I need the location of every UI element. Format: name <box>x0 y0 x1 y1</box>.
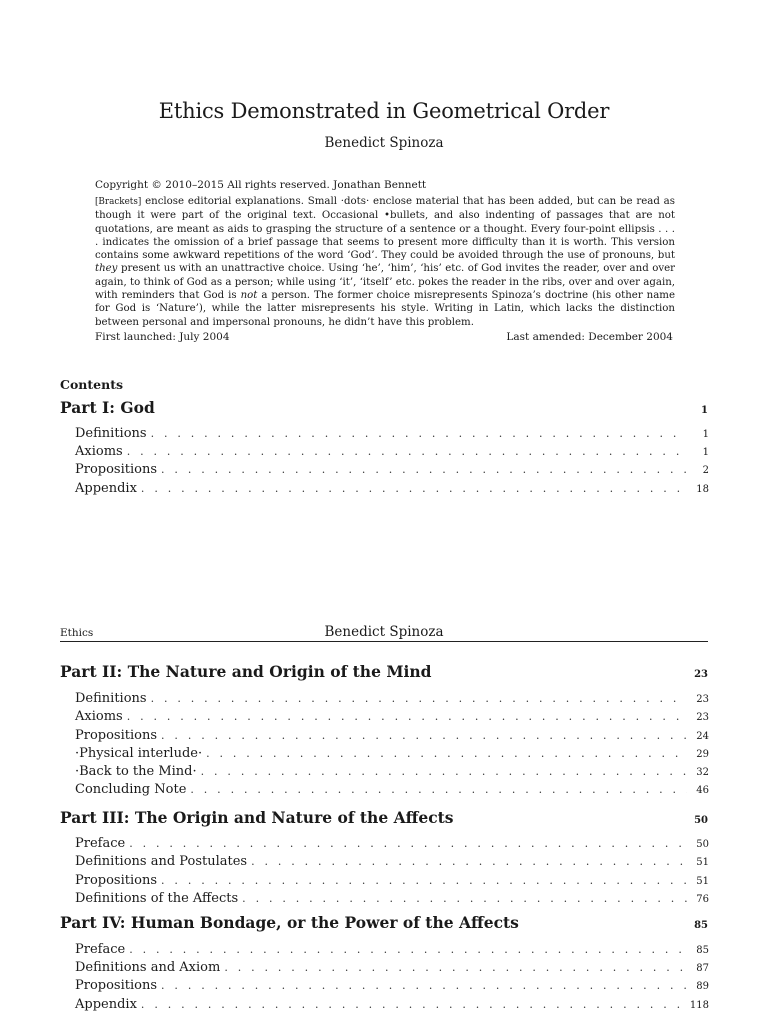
toc-entry-title: Propositions <box>75 873 158 888</box>
toc-part-page: 1 <box>701 405 708 416</box>
toc-entry[interactable] <box>75 872 709 890</box>
toc-part-title: Part I: God <box>60 398 155 417</box>
toc-entry-page: 24 <box>696 731 709 742</box>
toc-entry-page: 76 <box>696 894 709 905</box>
leader-dots <box>161 872 687 889</box>
toc-part-title: Part IV: Human Bondage, or the Power of the Affects <box>60 913 519 932</box>
editorial-note-part2: present us with an unattractive choice. Using ‘he’, ‘him’, ‘his’ etc. of God invites the reader, over and over again, to think of God as a person; while using ‘it’, ‘itself’ etc. pokes the reader in the ribs, over and over again, with reminders that God is <box>95 263 675 302</box>
leader-dots <box>251 853 687 870</box>
toc-entry-page: 50 <box>696 839 709 850</box>
toc-part-title: Part II: The Nature and Origin of the Mind <box>60 662 432 681</box>
toc-entry-page: 51 <box>696 876 709 887</box>
toc-entry-title: ·Back to the Mind· <box>75 764 197 779</box>
toc-entry-page: 89 <box>696 981 709 992</box>
toc-entry-page: 87 <box>696 963 709 974</box>
leader-dots <box>161 727 687 744</box>
leader-dots <box>129 941 687 958</box>
toc-entry-page: 32 <box>696 767 709 778</box>
leader-dots <box>161 461 687 478</box>
toc-entry[interactable] <box>75 941 709 959</box>
leader-dots <box>206 745 687 762</box>
toc-entry-title: Definitions and Axiom <box>75 960 221 975</box>
toc-entry-title: Propositions <box>75 978 158 993</box>
toc-entry-page: 1 <box>702 429 709 440</box>
toc-entry-title: Axioms <box>75 709 123 724</box>
leader-dots <box>141 480 687 497</box>
toc-entry[interactable] <box>75 890 709 908</box>
toc-part-page: 23 <box>694 669 708 680</box>
leader-dots <box>141 996 686 1013</box>
toc-part-page: 50 <box>694 815 708 826</box>
first-launched: First launched: July 2004 <box>95 331 230 343</box>
toc-part-3[interactable] <box>60 808 708 828</box>
leader-dots <box>224 959 687 976</box>
toc-entry[interactable] <box>75 745 709 763</box>
toc-part-2[interactable] <box>60 662 708 682</box>
toc-entry-title: Preface <box>75 942 126 957</box>
toc-entry[interactable] <box>75 461 709 479</box>
toc-entry[interactable] <box>75 977 709 995</box>
italic-they: they <box>95 263 118 275</box>
toc-entry-title: Definitions and Postulates <box>75 854 248 869</box>
running-head-left: Ethics <box>60 627 94 639</box>
editorial-note <box>95 195 675 329</box>
toc-entry-page: 2 <box>702 465 709 476</box>
toc-entry-title: Axioms <box>75 444 123 459</box>
toc-entry[interactable] <box>75 708 709 726</box>
toc-entry[interactable] <box>75 727 709 745</box>
leader-dots <box>129 835 687 852</box>
toc-entry-title: Concluding Note <box>75 782 187 797</box>
leader-dots <box>242 890 687 907</box>
copyright-notice: Copyright © 2010–2015 All rights reserved. Jonathan Bennett <box>95 179 427 191</box>
toc-entry[interactable] <box>75 781 709 799</box>
leader-dots <box>190 781 687 798</box>
toc-entry-title: Propositions <box>75 728 158 743</box>
toc-entry[interactable] <box>75 996 709 1014</box>
leader-dots <box>127 708 687 725</box>
leader-dots <box>127 443 687 460</box>
toc-part-4[interactable] <box>60 913 708 933</box>
toc-entry-page: 18 <box>696 484 709 495</box>
toc-entry-page: 1 <box>702 447 709 458</box>
toc-entry-page: 29 <box>696 749 709 760</box>
toc-entry-page: 85 <box>696 945 709 956</box>
toc-entry-page: 118 <box>689 1000 709 1011</box>
leader-dots <box>201 763 687 780</box>
toc-entry-title: Propositions <box>75 462 158 477</box>
italic-not: not <box>240 290 258 302</box>
running-head-rule <box>60 641 708 642</box>
editorial-note-part1: enclose editorial explanations. Small ·dots· enclose material that has been added, but can be read as though it were part of the original text. Occasional •bullets, and also indenting of passages that are not quotations, are meant as aids to grasping the structure of a sentence or a thought. Every four-point ellipsis . . . . indicates the omission of a brief passage that seems to present more difficulty than it is worth. This version contains some awkward repetitions of the word ‘God’. They could be avoided through the use of pronouns, but <box>95 196 675 262</box>
publication-dates <box>95 331 673 344</box>
leader-dots <box>151 690 687 707</box>
last-amended: Last amended: December 2004 <box>506 331 673 343</box>
leader-dots <box>151 425 687 442</box>
contents-heading: Contents <box>60 377 124 392</box>
document-title: Ethics Demonstrated in Geometrical Order <box>158 99 610 123</box>
toc-entry-title: ·Physical interlude· <box>75 746 203 761</box>
toc-entry[interactable] <box>75 959 709 977</box>
toc-entry-page: 46 <box>696 785 709 796</box>
toc-entry-title: Appendix <box>75 997 137 1012</box>
editorial-note-part3: a person. The former choice misrepresents Spinoza’s doctrine (his other name for God is ‘Nature’), while the latter misrepresents his style. Writing in Latin, which lacks the distinction between personal and impersonal pronouns, he didn’t have this problem. <box>95 290 675 328</box>
toc-entry[interactable] <box>75 853 709 871</box>
toc-entry[interactable] <box>75 480 709 498</box>
document-author: Benedict Spinoza <box>324 135 444 151</box>
running-head-center: Benedict Spinoza <box>324 624 444 640</box>
toc-part-1[interactable] <box>60 398 708 418</box>
toc-entry-title: Appendix <box>75 481 137 496</box>
toc-part-page: 85 <box>694 920 708 931</box>
toc-entry-title: Definitions of the Affects <box>75 891 239 906</box>
toc-entry-page: 23 <box>696 712 709 723</box>
toc-entry[interactable] <box>75 443 709 461</box>
toc-entry-title: Definitions <box>75 691 147 706</box>
toc-entry[interactable] <box>75 425 709 443</box>
toc-entry-title: Definitions <box>75 426 147 441</box>
toc-entry[interactable] <box>75 763 709 781</box>
toc-entry-title: Preface <box>75 836 126 851</box>
toc-part-title: Part III: The Origin and Nature of the Affects <box>60 808 454 827</box>
toc-entry[interactable] <box>75 835 709 853</box>
toc-entry-page: 51 <box>696 857 709 868</box>
toc-entry-page: 23 <box>696 694 709 705</box>
brackets-word: [Brackets] <box>95 197 142 207</box>
toc-entry[interactable] <box>75 690 709 708</box>
leader-dots <box>161 977 687 994</box>
